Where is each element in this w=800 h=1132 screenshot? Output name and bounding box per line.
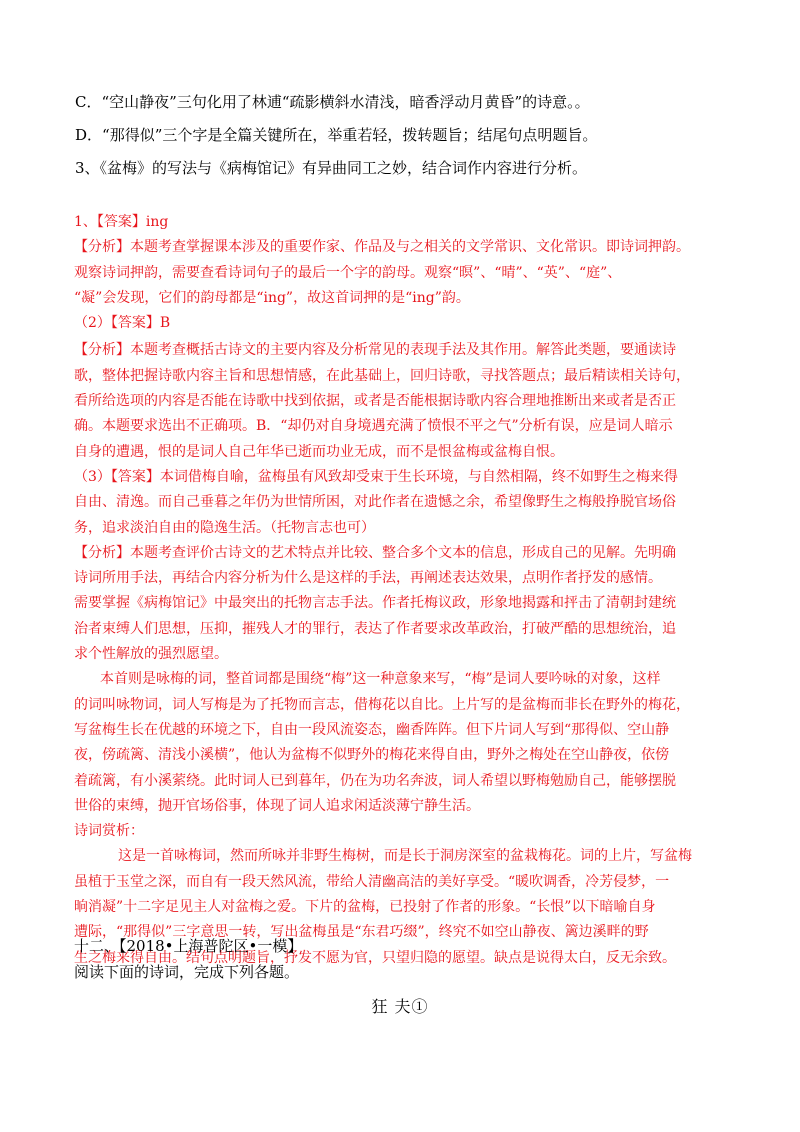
option-c: C．“空山静夜”三句化用了林逋“疏影横斜水清浅，暗香浮动月黄昏”的诗意。。 <box>75 93 590 111</box>
answer-line: 务，追求淡泊自由的隐逸生活。（托物言志也可） <box>74 519 375 536</box>
section-header <box>74 933 736 985</box>
answer-line: 世俗的束缚，抛开官场俗事，体现了词人追求闲适淡薄宁静生活。 <box>74 797 480 814</box>
answer-line: 自由、清逸。而自己垂暮之年仍为世情所困，对此作者在遗憾之余，希望像野生之梅般挣脱官场俗 <box>74 494 676 511</box>
answer-line: 遭际，“那得似”三字意思一转，写出盆梅虽是“东君巧缀”，终究不如空山静夜、篱边溪畔的野 <box>74 924 649 941</box>
answer-line: 生之梅来得自由。结句点明题旨，抒发不愿为官，只望归隐的愿望。缺点是说得太白，反无余致。 <box>74 949 676 966</box>
answer-line: （2）【答案】B <box>74 315 171 332</box>
answer-analysis-block <box>74 210 736 971</box>
question-block <box>75 91 735 178</box>
answer-line: 看所给选项的内容是否能在诗歌中找到依据，或者是否能根据诗歌内容合理地推断出来或者是否正 <box>74 393 676 410</box>
answer-line: 观察诗词押韵，需要查看诗词句子的最后一个字的韵母。观察“暝”、“晴”、“英”、“庭”、 <box>74 264 622 281</box>
answer-line: 需要掌握《病梅馆记》中最突出的托物言志手法。作者托梅议政，形象地揭露和抨击了清朝封建统 <box>74 595 676 612</box>
poem-title: 狂 夫① <box>371 997 429 1016</box>
section-title: 十二、【2018•上海普陀区•一模】 <box>74 937 303 955</box>
answer-line: 晌消凝”十二字足见主人对盆梅之爱。下片的盆梅，已投射了作者的形象。“长恨”以下暗喻自身 <box>74 899 656 916</box>
answer-line: “凝”会发现，它们的韵母都是“ing”，故这首词押的是“ing”韵。 <box>74 289 470 306</box>
answer-line: （3）【答案】本词借梅自喻，盆梅虽有风致却受束于生长环境，与自然相隔，终不如野生之梅来得 <box>74 468 678 485</box>
answer-line: 虽植于玉堂之深，而自有一段天然风流，带给人清幽高洁的美好享受。“暖吹调香，冷芳侵梦，一 <box>74 873 670 890</box>
answer-line: 治者束缚人们思想，压抑，摧残人才的罪行，表达了作者要求改革政治，打破严酷的思想统治，追 <box>74 620 676 637</box>
answer-line: 诗词所用手法，再结合内容分析为什么是这样的手法，再阐述表达效果，点明作者抒发的感情。 <box>74 570 662 587</box>
answer-line: 本首则是咏梅的词，整首词都是围绕“梅”这一种意象来写，“梅”是词人要吟咏的对象，这样 <box>100 671 661 688</box>
answer-line: 【分析】本题考查评价古诗文的艺术特点并比较、整合多个文本的信息，形成自己的见解。先明确 <box>74 544 676 561</box>
answer-line: 求个性解放的强烈愿望。 <box>74 646 228 663</box>
answer-line: 的词叫咏物词，词人写梅是为了托物而言志，借梅花以自比。上片写的是盆梅而非长在野外的梅花， <box>74 696 690 713</box>
answer-line: 诗词赏析： <box>74 823 144 840</box>
option-d: D．“那得似”三个字是全篇关键所在，举重若轻，拨转题旨；结尾句点明题旨。 <box>75 126 598 144</box>
answer-line: 【分析】本题考查概括古诗文的主要内容及分析常见的表现手法及其作用。解答此类题，要通读诗 <box>74 342 676 359</box>
answer-line: 【分析】本题考查掌握课本涉及的重要作家、作品及与之相关的文学常识、文化常识。即诗词押韵。 <box>74 239 690 256</box>
question-3: 3、《盆梅》的写法与《病梅馆记》有异曲同工之妙，结合词作内容进行分析。 <box>75 159 588 177</box>
answer-line: 自身的遭遇，恨的是词人自己年华已逝而功业无成，而不是恨盆梅或盆梅自恨。 <box>74 443 564 460</box>
answer-line: 确。本题要求选出不正确项。B．“却仍对自身境遇充满了愤恨不平之气”分析有误，应是词人暗示 <box>74 418 673 435</box>
section-instruction: 阅读下面的诗词，完成下列各题。 <box>74 963 300 981</box>
answer-line: 夜，傍疏篱、清浅小溪横”，他认为盆梅不似野外的梅花来得自由，野外之梅处在空山静夜，依傍 <box>74 747 670 764</box>
answer-line: 这是一首咏梅词，然而所咏并非野生梅树，而是长于洞房深室的盆栽梅花。词的上片，写盆梅 <box>118 848 692 865</box>
answer-line: 着疏篱，有小溪萦绕。此时词人已到暮年，仍在为功名奔波，词人希望以野梅勉励自己，能够摆脱 <box>74 772 676 789</box>
answer-line: 1、【答案】ing <box>74 214 169 230</box>
answer-line: 歌，整体把握诗歌内容主旨和思想情感，在此基础上，回归诗歌，寻找答题点；最后精读相关诗句， <box>74 367 690 384</box>
answer-line: 写盆梅生长在优越的环境之下，自由一段风流姿态，幽香阵阵。但下片词人写到“那得似、空山静 <box>74 721 670 738</box>
